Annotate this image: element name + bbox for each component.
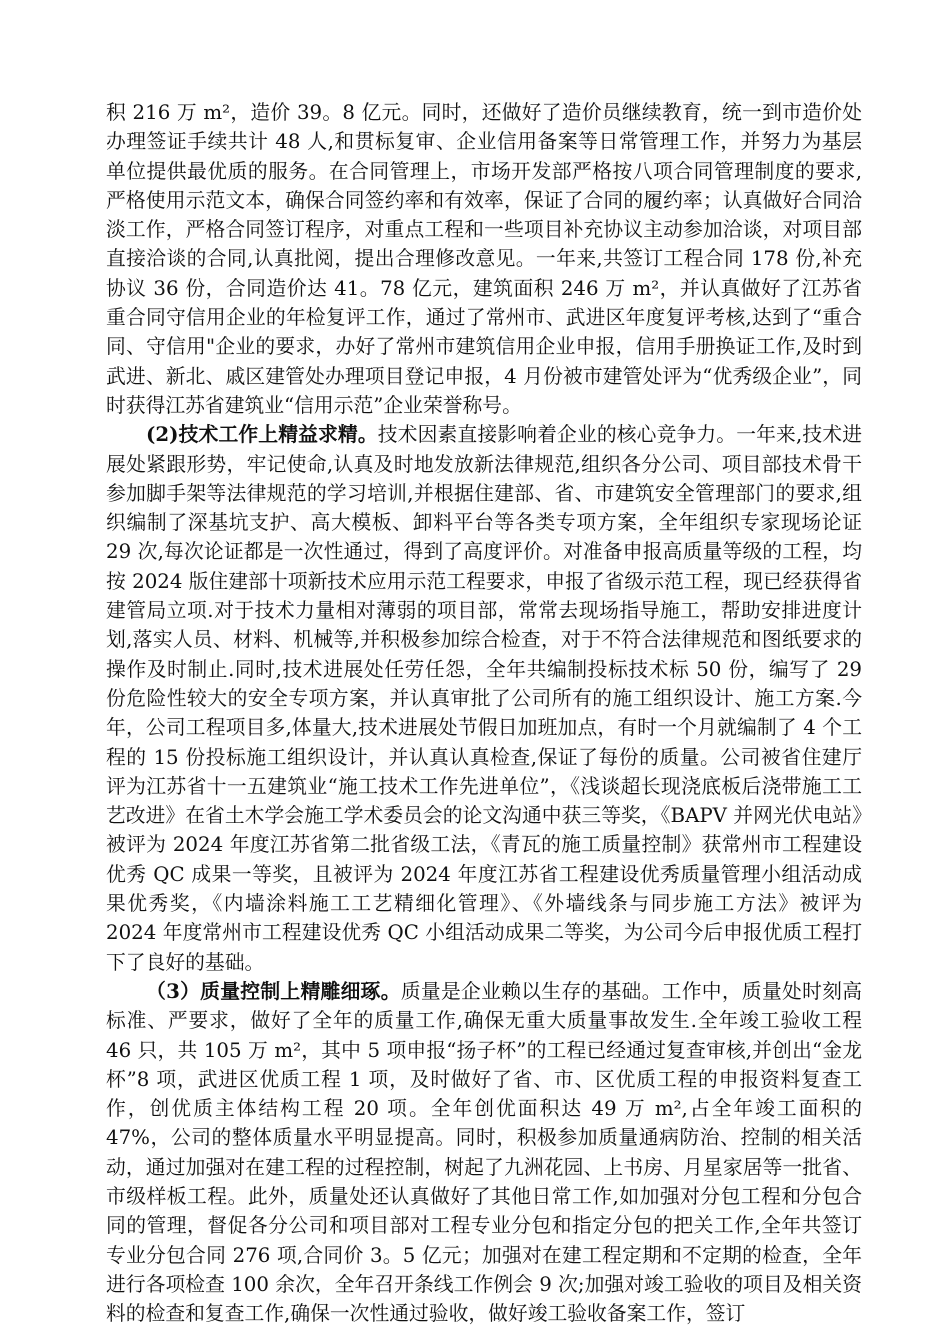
document-page (106, 98, 862, 1328)
section-body-technical: 技术因素直接影响着企业的核心竞争力。一年来,技术进展处紧跟形势，牢记使命,认真及时地发放新法律规范,组织各分公司、项目部技术骨干参加脚手架等法律规范的学习培训,并根据住建部、省、市建筑安全管理部门的要求,组织编制了深基坑支护、高大模板、卸料平台等各类专项方案，全年组织专家现场论证 29 次,每次论证都是一次性通过，得到了高度评价。对准备申报高质量等级的工程，均按 2024 版住建部十项新技术应用示范工程要求，申报了省级示范工程，现已经获得省建管局立项.对于技术力量相对薄弱的项目部，常常去现场指导施工，帮助安排进度计划,落实人员、材料、机械等,并积极参加综合检查，对于不符合法律规范和图纸要求的操作及时制止.同时,技术进展处任劳任怨，全年共编制投标技术标 50 份，编写了 29 份危险性较大的安全专项方案，并认真审批了公司所有的施工组织设计、施工方案.今年，公司工程项目多,体量大,技术进展处节假日加班加点，有时一个月就编制了 4 个工程的 15 份投标施工组织设计，并认真认真检查,保证了每份的质量。公司被省住建厅评为江苏省十一五建筑业“施工技术工作先进单位”，《浅谈超长现浇底板后浇带施工工艺改进》在省土木学会施工学术委员会的论文沟通中获三等奖，《BAPV 并网光伏电站》被评为 2024 年度江苏省第二批省级工法，《青瓦的施工质量控制》获常州市工程建设优秀 QC 成果一等奖，且被评为 2024 年度江苏省工程建设优秀质量管理小组活动成果优秀奖，《内墙涂料施工工艺精细化管理》、《外墙线条与同步施工方法》被评为 2024 年度常州市工程建设优秀 QC 小组活动成果二等奖，为公司今后申报优质工程打下了良好的基础。 (106, 423, 862, 974)
paragraph-technical-work (106, 420, 862, 977)
section-heading-technical: (2)技术工作上精益求精。 (146, 422, 378, 447)
section-heading-quality: （3）质量控制上精雕细琢。 (146, 978, 401, 1003)
paragraph-contract-management: 积 216 万 m²，造价 39。8 亿元。同时，还做好了造价员继续教育，统一到市造价处办理签证手续共计 48 人,和贯标复审、企业信用备案等日常管理工作，并努力为基层单位提供最优质的服务。在合同管理上，市场开发部严格按八项合同管理制度的要求,严格使用示范文本，确保合同签约率和有效率，保证了合同的履约率；认真做好合同洽淡工作，严格合同签订程序，对重点工程和一些项目补充协议主动参加洽谈，对项目部直接洽谈的合同,认真批阅，提出合理修改意见。一年来,共签订工程合同 178 份,补充协议 36 份，合同造价达 41。78 亿元，建筑面积 246 万 m²，并认真做好了江苏省重合同守信用企业的年检复评工作，通过了常州市、武进区年度复评考核,达到了“重合同、守信用"企业的要求，办好了常州市建筑信用企业申报，信用手册换证工作,及时到武进、新北、戚区建管处办理项目登记申报，4 月份被市建管处评为“优秀级企业”，同时获得江苏省建筑业“信用示范”企业荣誉称号。 (106, 101, 862, 417)
section-body-quality: 质量是企业赖以生存的基础。工作中，质量处时刻高标准、严要求，做好了全年的质量工作,确保无重大质量事故发生.全年竣工验收工程 46 只，共 105 万 m²，其中 5 项申报“扬子杯”的工程已经通过复查审核,并创出“金龙杯”8 项，武进区优质工程 1 项，及时做好了省、市、区优质工程的申报资料复查工作，创优质主体结构工程 20 项。全年创优面积达 49 万 m²,占全年竣工面积的 47%，公司的整体质量水平明显提高。同时，积极参加质量通病防治、控制的相关活动，通过加强对在建工程的过程控制，树起了九洲花园、上书房、月星家居等一批省、市级样板工程。此外，质量处还认真做好了其他日常工作,如加强对分包工程和分包合同的管理，督促各分公司和项目部对工程专业分包和指定分包的把关工作,全年共签订专业分包合同 276 项,合同价 3。5 亿元；加强对在建工程定期和不定期的检查，全年进行各项检查 100 余次，全年召开条线工作例会 9 次;加强对竣工验收的项目及相关资料的检查和复查工作,确保一次性通过验收，做好竣工验收备案工作，签订 (106, 979, 862, 1326)
paragraph-quality-control (106, 977, 862, 1329)
